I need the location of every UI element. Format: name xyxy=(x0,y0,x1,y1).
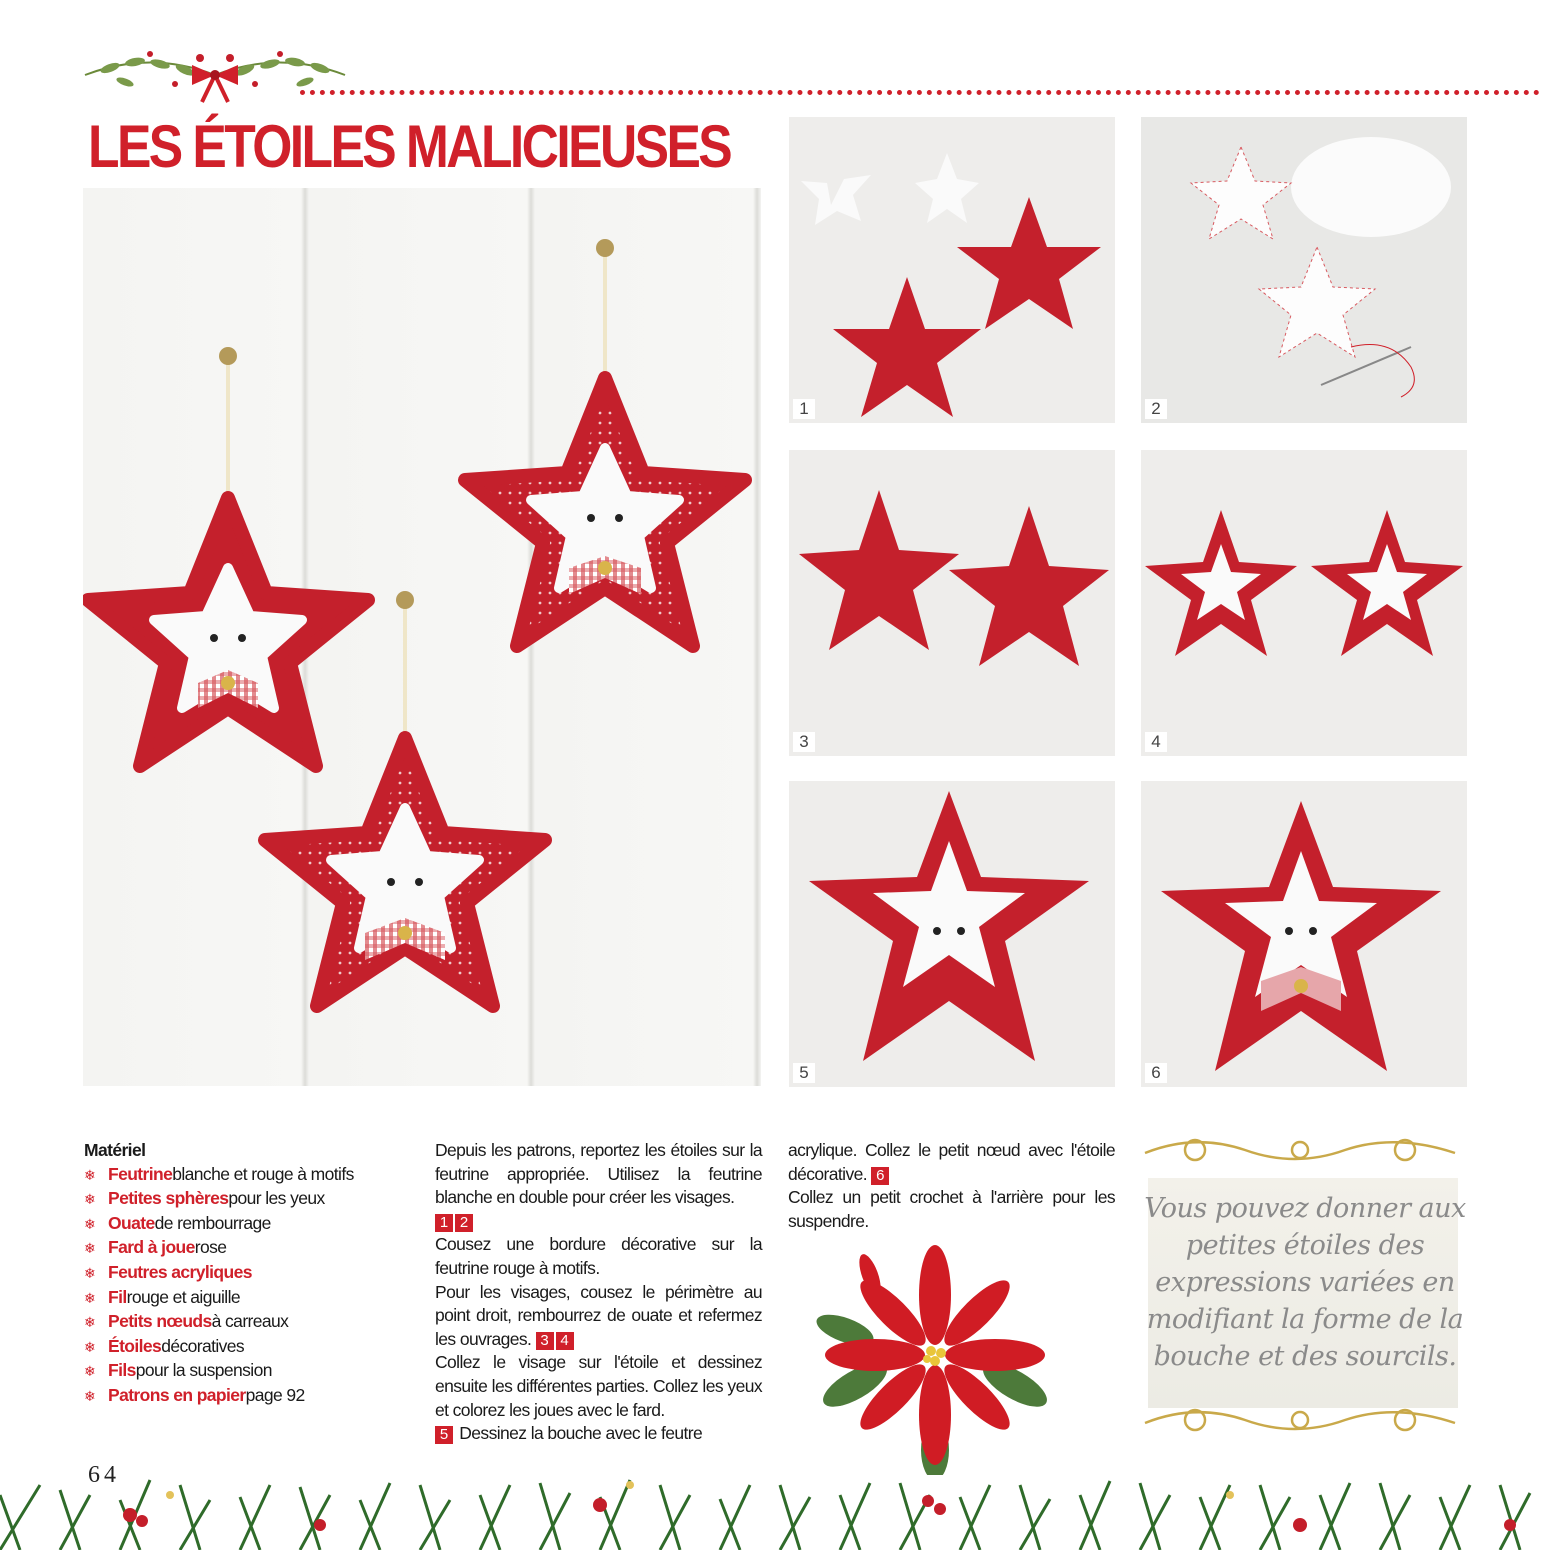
stuffing-stars-illustration xyxy=(1141,117,1467,423)
page-number: 64 xyxy=(88,1462,120,1488)
instruction-paragraph: Depuis les patrons, reportez les étoiles sur la feutrine appropriée. Utilisez la feutrine blanche en double pour créer les visages. 1 2 xyxy=(435,1140,762,1231)
poinsettia-illustration xyxy=(815,1235,1055,1475)
page-title: LES ÉTOILES MALICIEUSES xyxy=(88,113,731,180)
step-photo-5 xyxy=(789,781,1115,1087)
step-number: 3 xyxy=(793,732,815,752)
materials-heading: Matériel xyxy=(84,1140,146,1160)
step-photo-4 xyxy=(1141,450,1467,756)
step-number: 2 xyxy=(1145,399,1167,419)
list-item: ❄ Fil rouge et aiguille xyxy=(84,1286,404,1311)
step-photo-1 xyxy=(789,117,1115,423)
snowflake-icon: ❄ xyxy=(84,1363,96,1380)
instruction-paragraph: Collez le visage sur l'étoile et dessinez ensuite les différentes parties. Collez les yeux et colorez les joues avec le fard. 5 Dessinez la bouche avec le feutre xyxy=(435,1352,762,1444)
footer-pine-garland xyxy=(0,1455,1550,1550)
step-ref-badge: 6 xyxy=(871,1167,889,1185)
step-ref-badge: 2 xyxy=(455,1214,473,1232)
star-with-eyes-illustration xyxy=(789,781,1115,1087)
holly-garland-decoration xyxy=(80,40,350,110)
step-number: 5 xyxy=(793,1063,815,1083)
list-item: ❄ Petites sphères pour les yeux xyxy=(84,1187,404,1212)
step-ref-badge: 4 xyxy=(556,1332,574,1350)
list-item: ❄ Fils pour la suspension xyxy=(84,1359,404,1384)
snowflake-icon: ❄ xyxy=(84,1314,96,1331)
list-item: ❄ Étoiles décoratives xyxy=(84,1335,404,1360)
list-item: ❄ Feutres acryliques xyxy=(84,1261,404,1286)
snowflake-icon: ❄ xyxy=(84,1191,96,1208)
step-number: 6 xyxy=(1145,1063,1167,1083)
instruction-paragraph: Pour les visages, cousez le périmètre au point droit, rembourrez de ouate et refermez les ouvrages. 3 4 xyxy=(435,1281,762,1349)
snowflake-icon: ❄ xyxy=(84,1264,96,1281)
step-photo-6 xyxy=(1141,781,1467,1087)
list-item: ❄ Fard à joue rose xyxy=(84,1236,404,1261)
instruction-paragraph: Cousez une bordure décorative sur la feutrine rouge à motifs. xyxy=(435,1234,762,1278)
snowflake-icon: ❄ xyxy=(84,1215,96,1232)
instructions-column-1 xyxy=(435,1139,762,1446)
snowflake-icon: ❄ xyxy=(84,1166,96,1183)
patterned-stars-illustration xyxy=(789,450,1115,756)
snowflake-icon: ❄ xyxy=(84,1240,96,1257)
instruction-paragraph: acrylique. Collez le petit nœud avec l'étoile décorative. 6 xyxy=(788,1140,1115,1184)
instructions-column-2 xyxy=(788,1139,1115,1233)
list-item: ❄ Patrons en papier page 92 xyxy=(84,1384,404,1409)
star-ornaments-illustration xyxy=(83,188,761,1086)
snowflake-icon: ❄ xyxy=(84,1338,96,1355)
step-number: 4 xyxy=(1145,732,1167,752)
main-photo-three-star-ornaments xyxy=(83,188,761,1086)
cut-felt-stars-illustration xyxy=(789,117,1115,423)
tip-text: Vous pouvez donner aux petites étoiles des expressions variées en modifiant la forme de la bouche et des sourcils. xyxy=(1144,1193,1466,1372)
list-item: ❄ Feutrine blanche et rouge à motifs xyxy=(84,1163,404,1188)
instruction-paragraph: Collez un petit crochet à l'arrière pour les suspendre. xyxy=(788,1187,1115,1231)
list-item: ❄ Ouate de rembourrage xyxy=(84,1212,404,1237)
materials-list xyxy=(84,1139,404,1409)
list-item: ❄ Petits nœuds à carreaux xyxy=(84,1310,404,1335)
step-ref-badge: 1 xyxy=(435,1214,453,1232)
stars-with-faces-illustration xyxy=(1141,450,1467,756)
snowflake-icon: ❄ xyxy=(84,1387,96,1404)
snowflake-icon: ❄ xyxy=(84,1289,96,1306)
step-ref-badge: 5 xyxy=(435,1426,453,1444)
step-number: 1 xyxy=(793,399,815,419)
header-dotted-rule xyxy=(300,90,1540,95)
step-photo-2 xyxy=(1141,117,1467,423)
step-photo-3 xyxy=(789,450,1115,756)
finished-star-illustration xyxy=(1141,781,1467,1087)
step-ref-badge: 3 xyxy=(536,1332,554,1350)
